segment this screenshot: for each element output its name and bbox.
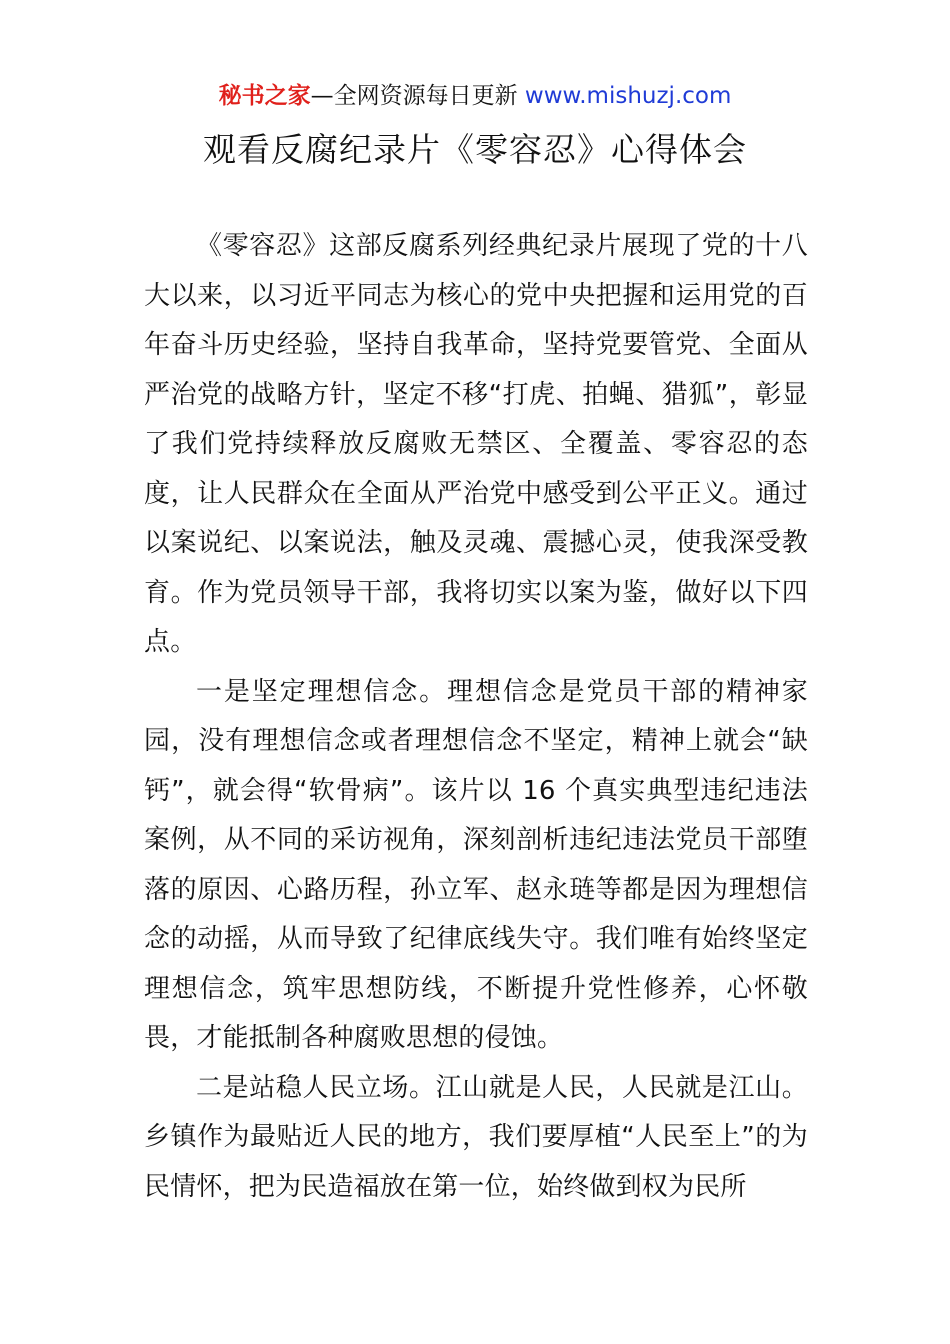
site-url-link[interactable]: www.mishuzj.com [524,83,732,109]
document-body [144,222,808,1212]
document-title: 观看反腐纪录片《零容忍》心得体会 [203,130,747,169]
site-header [0,80,950,112]
paragraph-point-two: 二是站稳人民立场。江山就是人民，人民就是江山。乡镇作为最贴近人民的地方，我们要厚植“人民至上”的为民情怀，把为民造福放在第一位，始终做到权为民所 [144,1072,808,1202]
brand-name: 秘书之家 [218,83,311,109]
header-slogan: —全网资源每日更新 [310,83,518,109]
paragraph-point-one: 一是坚定理想信念。理想信念是党员干部的精神家园，没有理想信念或者理想信念不坚定，精神上就会“缺钙”，就会得“软骨病”。该片以 16 个真实典型违纪违法案例，从不同的采访视角，深刻剖析违纪违法党员干部堕落的原因、心路历程，孙立军、赵永琏等都是因为理想信念的动摇，从而导致了纪律底线失守。我们唯有始终坚定理想信念，筑牢思想防线，不断提升党性修养，心怀敬畏，才能抵制各种腐败思想的侵蚀。 [144,676,808,1053]
paragraph-intro: 《零容忍》这部反腐系列经典纪录片展现了党的十八大以来，以习近平同志为核心的党中央把握和运用党的百年奋斗历史经验，坚持自我革命，坚持党要管党、全面从严治党的战略方针，坚定不移“打虎、拍蝇、猎狐”，彰显了我们党持续释放反腐败无禁区、全覆盖、零容忍的态度，让人民群众在全面从严治党中感受到公平正义。通过以案说纪、以案说法，触及灵魂、震撼心灵，使我深受教育。作为党员领导干部，我将切实以案为鉴，做好以下四点。 [144,231,808,657]
